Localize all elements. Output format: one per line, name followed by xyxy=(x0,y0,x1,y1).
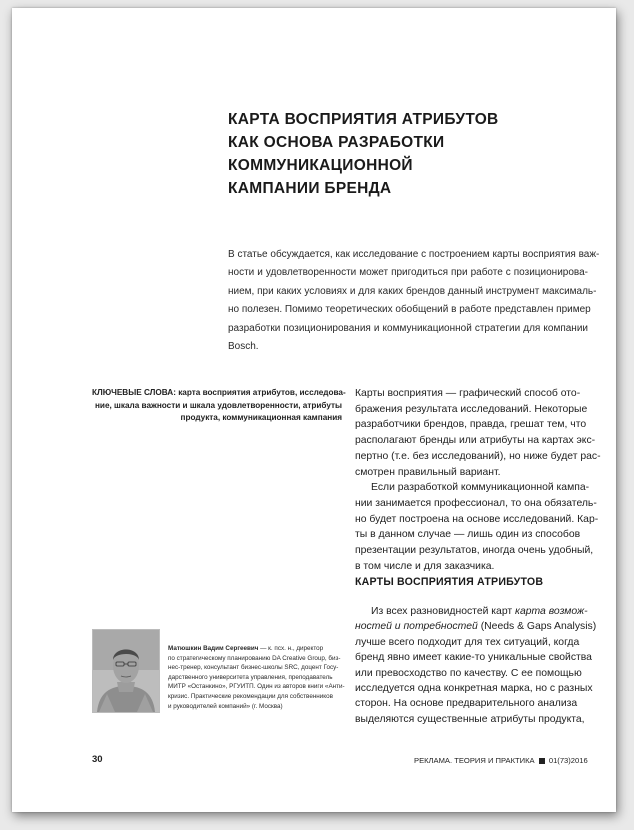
abstract-line: ности и удовлетворенности может пригодиться при работе с позиционирова- xyxy=(228,267,588,279)
author-bio-line: и руководителей компаний» (г. Москва) xyxy=(168,702,283,710)
title-line: КОММУНИКАЦИОННОЙ xyxy=(228,157,413,174)
title-line: КАМПАНИИ БРЕНДА xyxy=(228,180,392,197)
body-text xyxy=(355,386,601,574)
author-bio xyxy=(168,644,348,711)
body-line: бражения результата исследований. Некоторые xyxy=(355,403,588,415)
body-line: нии занимается профессионал, то она обязатель- xyxy=(355,497,597,509)
article-title xyxy=(228,108,588,200)
keywords-line xyxy=(92,387,346,400)
body-line: бренд явно имеет какие-то уникальные свойства xyxy=(355,652,592,664)
keywords-block xyxy=(92,387,346,425)
body-line: смотрен правильный вариант. xyxy=(355,466,501,478)
body-line: но будет построена на основе исследований. Кар- xyxy=(355,513,599,525)
section-body xyxy=(355,604,595,727)
body-text-span: Из всех разновидностей карт xyxy=(371,606,516,617)
abstract-line: но полезен. Помимо теоретических обобщений в работе представлен пример xyxy=(228,304,591,316)
author-bio-line: кризис. Практические рекомендации для собственников xyxy=(168,692,333,700)
magazine-page xyxy=(12,8,616,812)
abstract-line: В статье обсуждается, как исследование с построением карты восприятия важ- xyxy=(228,249,600,260)
keywords-text: карта восприятия атрибутов, исследова- xyxy=(175,388,346,397)
keywords-line: продукта, коммуникационная кампания xyxy=(180,413,342,423)
body-line: исследуется одна конкретная марка, но с разных xyxy=(355,683,593,695)
author-bio-text: — к. псх. н., директор xyxy=(258,645,324,652)
abstract-line: нием, при каких условиях и для каких брендов данный инструмент максималь- xyxy=(228,285,597,297)
body-text-span: (Needs & Gaps Analysis) xyxy=(477,621,597,633)
body-line: лучше всего подходит для тех ситуаций, когда xyxy=(355,636,580,648)
body-line: располагают бренды или атрибуты на картах экс- xyxy=(355,435,596,447)
journal-footer xyxy=(414,756,588,765)
author-portrait-icon xyxy=(93,630,159,712)
abstract-line: Bosch. xyxy=(228,341,259,353)
author-bio-line: нес-тренер, консультант бизнес-школы SRC, доцент Госу- xyxy=(168,664,339,672)
author-bio-line: по стратегическому планированию DA Creative Group, биз- xyxy=(168,654,341,662)
body-line: выделяются существенные атрибуты продукта, xyxy=(355,713,585,725)
section-heading: КАРТЫ ВОСПРИЯТИЯ АТРИБУТОВ xyxy=(355,576,544,588)
body-line xyxy=(355,604,595,619)
body-line: сторон. На основе предварительного анализа xyxy=(355,698,578,710)
body-line: ты в данном случае — лишь один из способов xyxy=(355,529,581,541)
author-name: Матюшкин Вадим Сергеевич xyxy=(168,645,259,652)
journal-name: РЕКЛАМА. ТЕОРИЯ И ПРАКТИКА xyxy=(414,756,535,765)
square-bullet-icon xyxy=(539,758,545,764)
title-line: КАРТА ВОСПРИЯТИЯ АТРИБУТОВ xyxy=(228,111,499,128)
abstract-line: разработки позиционирования и коммуникационной стратегии для компании xyxy=(228,322,588,334)
body-line: презентации результатов, иногда очень удобный, xyxy=(355,545,594,557)
keywords-line: ние, шкала важности и шкала удовлетворенности, атрибуты xyxy=(94,400,342,410)
title-line: КАК ОСНОВА РАЗРАБОТКИ xyxy=(228,134,445,151)
body-italic-span: ностей и потребностей xyxy=(355,621,478,633)
body-line: пертно (т.е. без исследований), но ниже будет рас- xyxy=(355,450,601,462)
author-photo xyxy=(92,629,160,713)
body-line: Если разработкой коммуникационной кампа- xyxy=(371,482,590,494)
keywords-label: КЛЮЧЕВЫЕ СЛОВА: xyxy=(92,388,176,397)
body-line: Карты восприятия — графический способ ото- xyxy=(355,388,581,399)
journal-issue: 01(73)2016 xyxy=(548,756,588,765)
body-italic-span: карта возмож- xyxy=(515,606,588,617)
body-line: в том числе и для заказчика. xyxy=(355,560,495,572)
body-line xyxy=(355,619,595,634)
author-bio-line: МИТР «Останкино», РГУИТП. Один из авторов книги «Анти- xyxy=(168,683,345,691)
author-bio-line: дарственного университета управления, преподаватель xyxy=(168,673,333,681)
author-bio-line xyxy=(168,644,348,654)
page-number: 30 xyxy=(92,754,103,765)
article-abstract xyxy=(228,246,600,356)
body-line: разработчики брендов, правда, грешат тем, что xyxy=(355,419,587,431)
body-line: или превосходство по качеству. С ее помощью xyxy=(355,667,582,679)
